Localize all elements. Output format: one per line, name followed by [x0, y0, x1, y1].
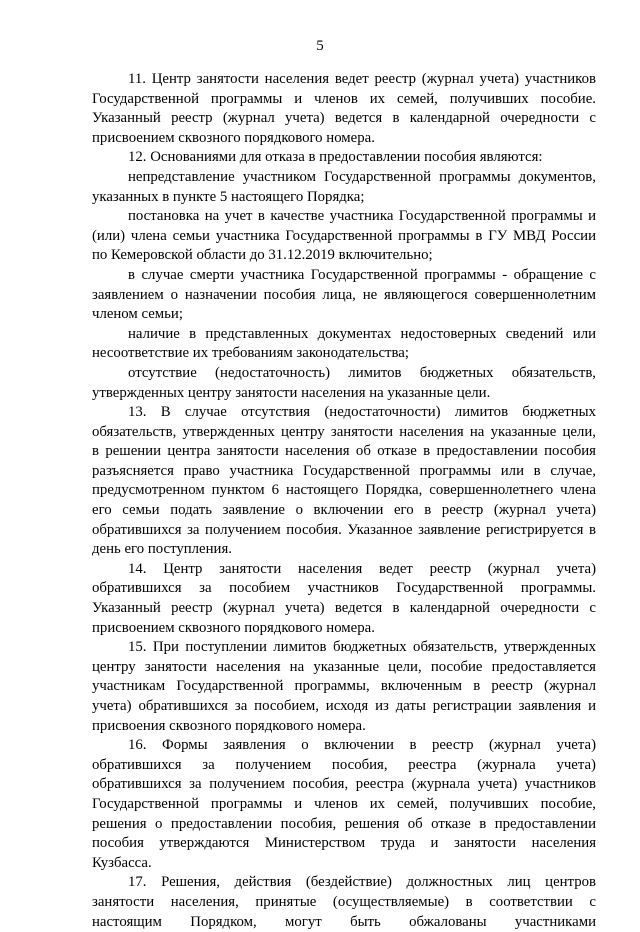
- text-line: наличие в представленных документах недостоверных сведений или: [128, 325, 596, 342]
- text-line: день его поступления.: [92, 541, 232, 558]
- text-line: 14. Центр занятости населения ведет реестр (журнал учета): [128, 560, 596, 577]
- text-line: разъясняется право участника Государственной программы или в случае,: [92, 462, 596, 479]
- text-line: обратившихся за пособием участников Государственной программы.: [92, 580, 596, 597]
- text-line: в случае смерти участника Государственной программы - обращение с: [128, 266, 596, 283]
- text-line: Государственной программы и членов их семей, получивших пособие,: [92, 795, 596, 812]
- text-line: присвоением сквозного порядкового номера.: [92, 129, 375, 146]
- text-line: присвоения сквозного порядкового номера.: [92, 717, 366, 734]
- text-line: центру занятости населения на указанные цели, пособие предоставляется: [92, 658, 596, 675]
- text-line: отсутствие (недостаточность) лимитов бюджетных обязательств,: [128, 364, 596, 381]
- text-line: предусмотренном пунктом 6 настоящего Порядка, совершеннолетнего члена: [92, 482, 596, 499]
- text-line: 16. Формы заявления о включении в реестр (журнал учета): [128, 737, 596, 754]
- text-line: несоответствие их требованиям законодательства;: [92, 345, 409, 362]
- text-line: обратившихся за получением пособия, реестра (журнала учета): [92, 756, 596, 773]
- text-line: Государственной программы и членов их семей, получивших пособие.: [92, 90, 596, 107]
- text-line: (или) члена семьи участника Государственной программы в ГУ МВД России: [92, 227, 596, 244]
- text-line: Кузбасса.: [92, 854, 152, 871]
- text-line: Указанный реестр (журнал учета) ведется в календарной очередности с: [92, 600, 596, 617]
- text-line: настоящим Порядком, могут быть обжалованы участниками: [92, 913, 596, 930]
- text-line: 11. Центр занятости населения ведет реестр (журнал учета) участников: [128, 71, 596, 87]
- text-line: непредставление участником Государственной программы документов,: [128, 168, 596, 185]
- text-line: решения о предоставлении пособия, решения об отказе в предоставлении: [92, 815, 596, 832]
- document-body: [92, 70, 596, 932]
- text-line: Указанный реестр (журнал учета) ведется в календарной очередности с: [92, 110, 596, 127]
- text-line: обязательств, утвержденных центру занятости населения на указанные цели,: [92, 423, 596, 440]
- text-line: по Кемеровской области до 31.12.2019 включительно;: [92, 247, 433, 264]
- text-line: 17. Решения, действия (бездействие) должностных лиц центров: [128, 874, 596, 891]
- text-line: обратившихся за получением пособия, реестра (журнала учета) участников: [92, 776, 596, 793]
- text-line: в решении центра занятости населения об отказе в предоставлении пособия: [92, 443, 596, 460]
- text-line: постановка на учет в качестве участника Государственной программы и: [128, 208, 596, 225]
- text-line: занятости населения, принятые (осуществляемые) в соответствии с: [92, 893, 596, 910]
- text-line: участникам Государственной программы, включенным в реестр (журнал: [92, 678, 596, 695]
- text-line: обратившихся за получением пособия. Указанное заявление регистрируется в: [92, 521, 596, 538]
- text-line: указанных в пункте 5 настоящего Порядка;: [92, 188, 365, 205]
- text-line: 12. Основаниями для отказа в предоставлении пособия являются:: [128, 149, 543, 166]
- text-line: заявлением о назначении пособия лица, не являющегося совершеннолетним: [92, 286, 596, 303]
- text-line: членом семьи;: [92, 306, 183, 323]
- text-line: утвержденных центру занятости населения на указанные цели.: [92, 384, 491, 401]
- page-number: 5: [316, 38, 324, 54]
- text-line: присвоением сквозного порядкового номера.: [92, 619, 375, 636]
- text-line: 13. В случае отсутствия (недостаточности) лимитов бюджетных: [128, 404, 596, 421]
- text-line: 15. При поступлении лимитов бюджетных обязательств, утвержденных: [128, 639, 596, 656]
- text-line: пособия утверждаются Министерством труда и занятости населения: [92, 835, 596, 852]
- text-line: учета) обратившихся за пособием, исходя из даты регистрации заявления и: [92, 698, 596, 714]
- text-line: его семьи подать заявление о включении его в реестр (журнал учета): [92, 502, 596, 519]
